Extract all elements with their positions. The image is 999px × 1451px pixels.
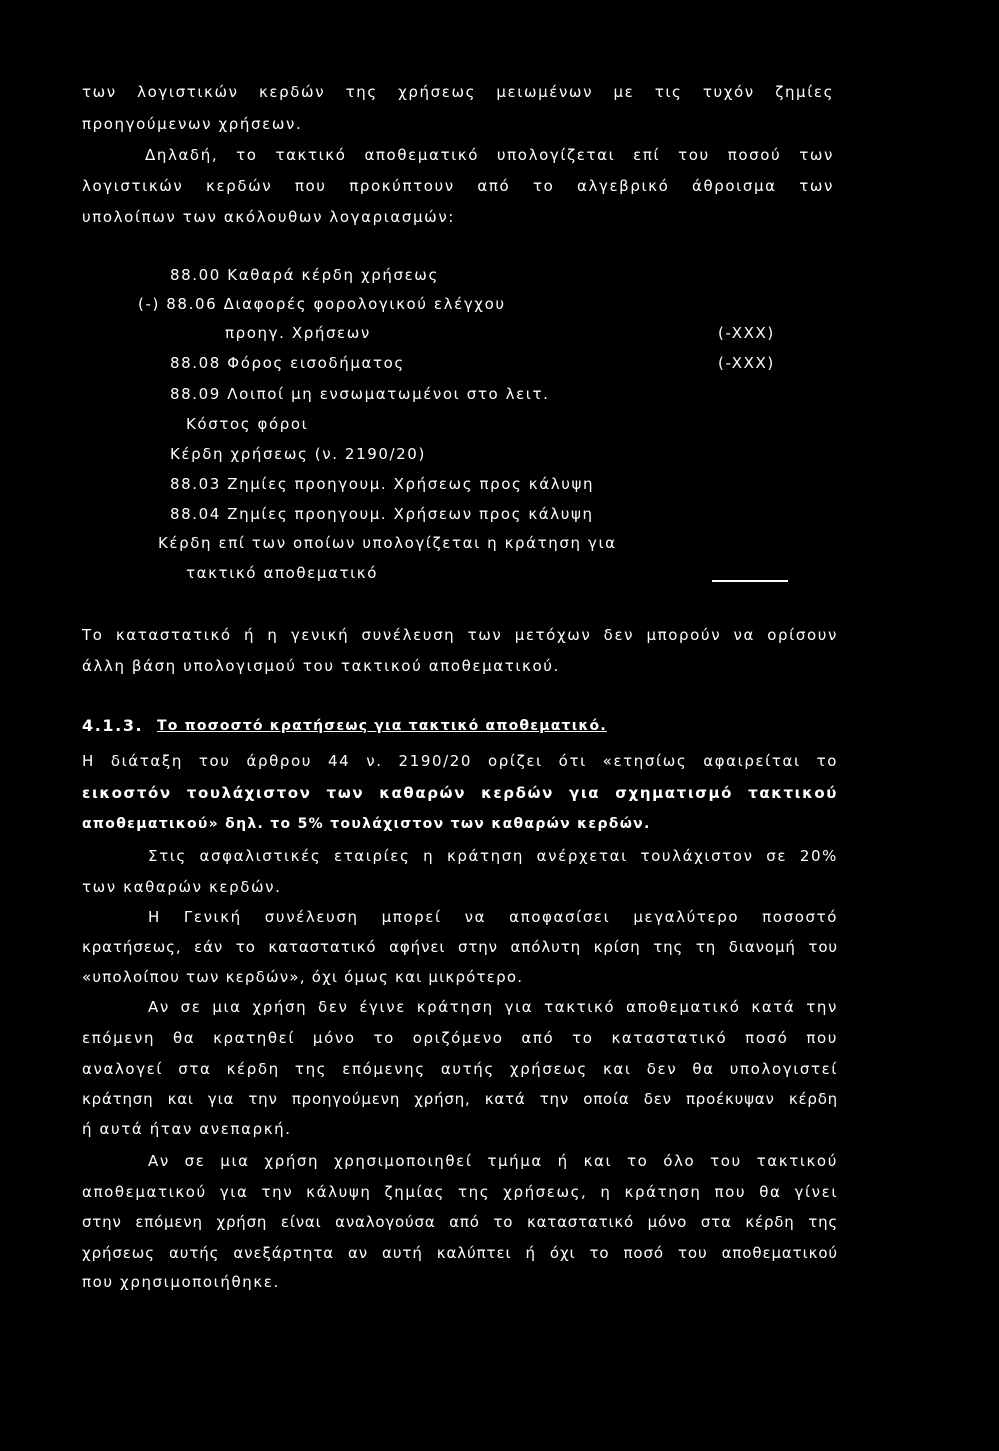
body-line: Η διάταξη του άρθρου 44 ν. 2190/20 ορίζει ότι «ετησίως αφαιρείται το xyxy=(82,752,838,770)
account-row: (-) 88.06 Διαφορές φορολογικού ελέγχου xyxy=(138,295,506,313)
account-row: 88.08 Φόρος εισοδήματος xyxy=(170,354,405,372)
account-value: (-XXX) xyxy=(718,324,775,342)
body-line: χρήσεως αυτής ανεξάρτητα αν αυτή καλύπτει ή όχι το ποσό του αποθεματικού xyxy=(82,1244,838,1262)
body-line: αποθεματικού για την κάλυψη ζημίας της χρήσεως, η κράτηση που θα γίνει xyxy=(82,1183,838,1201)
body-line: ή αυτά ήταν ανεπαρκή. xyxy=(82,1120,292,1138)
account-value: (-XXX) xyxy=(718,354,775,372)
account-row: Κέρδη επί των οποίων υπολογίζεται η κράτηση για xyxy=(158,534,617,552)
body-line: Στις ασφαλιστικές εταιρίες η κράτηση ανέρχεται τουλάχιστον σε 20% xyxy=(148,847,838,865)
intro-line: λογιστικών κερδών που προκύπτουν από το αλγεβρικό άθροισμα των xyxy=(82,177,834,195)
body-line: Αν σε μια χρήση χρησιμοποιηθεί τμήμα ή και το όλο του τακτικού xyxy=(148,1152,838,1170)
section-title: Το ποσοστό κρατήσεως για τακτικό αποθεματικό. xyxy=(157,718,607,734)
section-number: 4.1.3. xyxy=(82,716,144,735)
account-row: Κέρδη χρήσεως (ν. 2190/20) xyxy=(170,445,426,463)
account-row: 88.03 Ζημίες προηγουμ. Χρήσεως προς κάλυψη xyxy=(170,475,595,493)
total-rule xyxy=(712,580,788,582)
body-line: αποθεματικού» δηλ. το 5% τουλάχιστον των καθαρών κερδών. xyxy=(82,816,651,832)
body-line: Αν σε μια χρήση δεν έγινε κράτηση για τακτικό αποθεματικό κατά την xyxy=(148,998,838,1016)
body-line: αναλογεί στα κέρδη της επόμενης αυτής χρήσεως και δεν θα υπολογιστεί xyxy=(82,1060,838,1078)
account-row: προηγ. Χρήσεων xyxy=(225,324,371,342)
intro-line: Δηλαδή, το τακτικό αποθεματικό υπολογίζεται επί του ποσού των xyxy=(145,146,834,164)
account-row: 88.09 Λοιποί μη ενσωματωμένοι στο λειτ. xyxy=(170,385,550,403)
account-row: Κόστος φόροι xyxy=(186,415,309,433)
account-row: 88.04 Ζημίες προηγουμ. Χρήσεων προς κάλυψη xyxy=(170,505,594,523)
body-line: που χρησιμοποιήθηκε. xyxy=(82,1273,280,1291)
account-row: τακτικό αποθεματικό xyxy=(186,564,378,582)
intro-line: προηγούμενων χρήσεων. xyxy=(82,115,303,133)
statute-note-line: Το καταστατικό ή η γενική συνέλευση των μετόχων δεν μπορούν να ορίσουν xyxy=(82,626,838,644)
body-line: επόμενη θα κρατηθεί μόνο το οριζόμενο από το καταστατικό ποσό που xyxy=(82,1029,838,1047)
body-line: κράτηση και για την προηγούμενη χρήση, κατά την οποία δεν προέκυψαν κέρδη xyxy=(82,1090,838,1108)
body-line: των καθαρών κερδών. xyxy=(82,878,282,896)
body-line: κρατήσεως, εάν το καταστατικό αφήνει στην απόλυτη κρίση της τη διανομή του xyxy=(82,938,838,956)
body-line: «υπολοίπου των κερδών», όχι όμως και μικρότερο. xyxy=(82,968,524,986)
intro-line: υπολοίπων των ακόλουθων λογαριασμών: xyxy=(82,208,455,226)
body-line: εικοστόν τουλάχιστον των καθαρών κερδών για σχηματισμό τακτικού xyxy=(82,784,838,802)
account-row: 88.00 Καθαρά κέρδη χρήσεως xyxy=(170,266,439,284)
body-line: στην επόμενη χρήση είναι αναλογούσα από το καταστατικό μόνο στα κέρδη της xyxy=(82,1213,838,1231)
statute-note-line: άλλη βάση υπολογισμού του τακτικού αποθεματικού. xyxy=(82,657,560,675)
intro-line: των λογιστικών κερδών της χρήσεως μειωμένων με τις τυχόν ζημίες xyxy=(82,83,834,101)
body-line: Η Γενική συνέλευση μπορεί να αποφασίσει μεγαλύτερο ποσοστό xyxy=(148,908,838,926)
